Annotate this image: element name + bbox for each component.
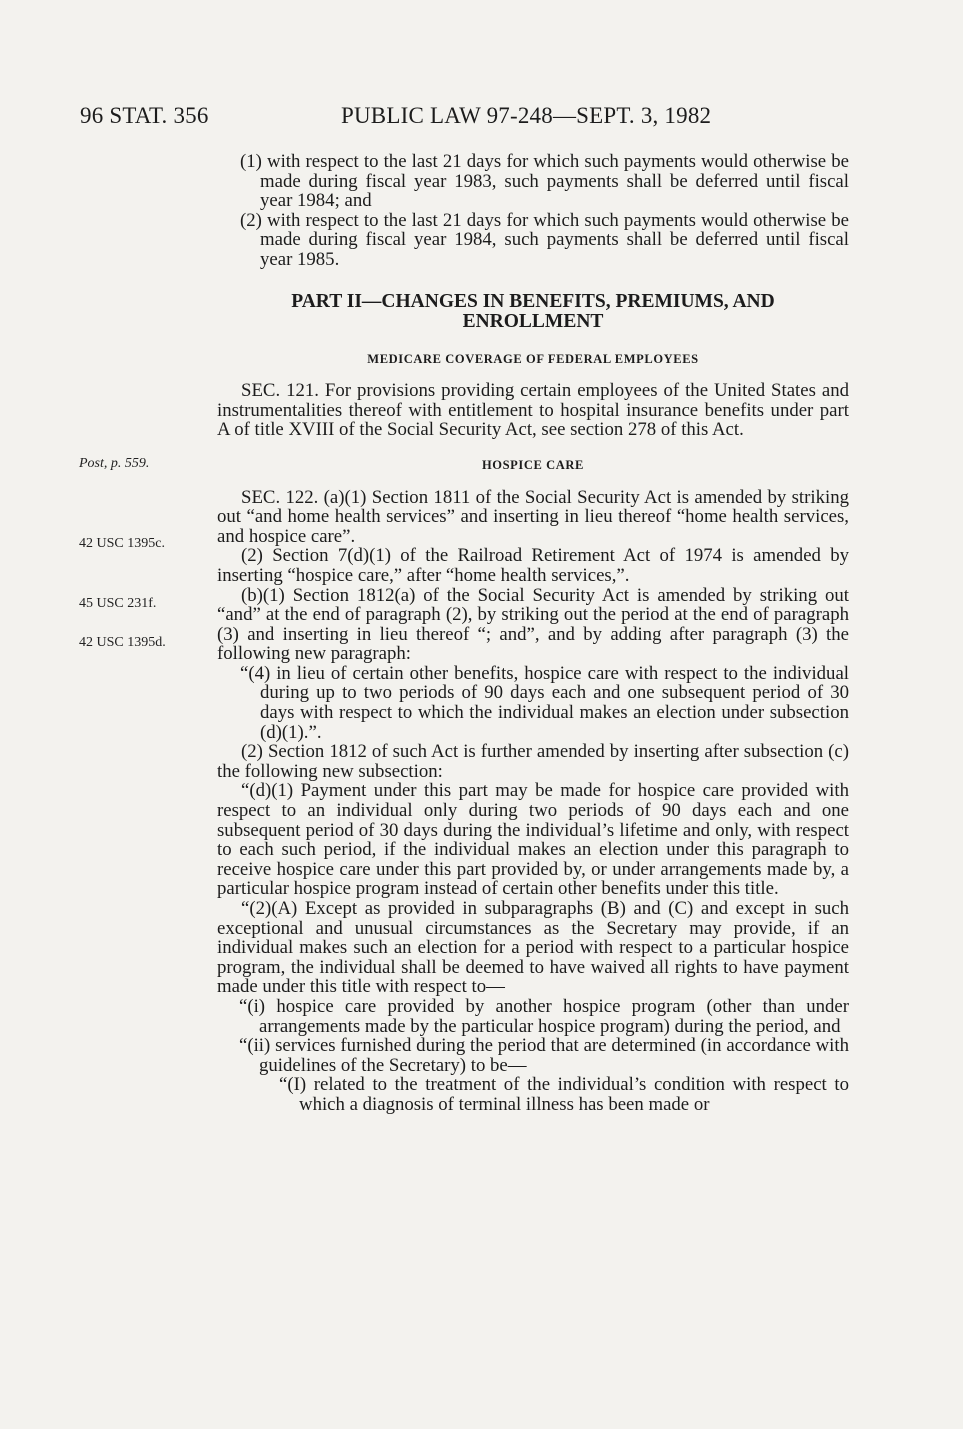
paragraph-item-2: (2) with respect to the last 21 days for which such payments would otherwise be made during fiscal year 1984, such payments shall be deferred until fiscal year 1985. [240,209,849,270]
margin-note-usc-1395d: 42 USC 1395d. [79,635,166,650]
quoted-paragraph-4: “(4) in lieu of certain other benefits, hospice care with respect to the individual during up to two periods of 90 days each and one subsequent period of 30 days with respect to which the individual makes an election under subsection (d)(1).”. [240,662,849,743]
section-heading-medicare: MEDICARE COVERAGE OF FEDERAL EMPLOYEES [367,351,699,366]
subsection-d1: “(d)(1) Payment under this part may be made for hospice care provided with respect to an individual only during two periods of 90 days each and one subsequent period of 30 days during the individual’s lifetime and only, with respect to each such period, if the individual makes an election under this paragraph to receive hospice care under this part provided by, or under arrangements made by, a particular hospice program instead of certain other benefits under this title. [217,780,849,900]
clause-ii: “(ii) services furnished during the period that are determined (in accordance with guidelines of the Secretary) to be— [239,1035,849,1076]
section-122-a1: SEC. 122. (a)(1) Section 1811 of the Social Security Act is amended by striking out “and home health services” and inserting in lieu thereof “home health services, and hospice care”. [217,486,849,547]
page-stat-number: 96 STAT. 356 [80,103,209,128]
part-heading: PART II—CHANGES IN BENEFITS, PREMIUMS, AND ENROLLMENT [291,290,775,332]
section-122-b2: (2) Section 1812 of such Act is further amended by inserting after subsection (c) the following new subsection: [217,741,849,782]
section-121: SEC. 121. For provisions providing certain employees of the United States and instrumentalities thereof with entitlement to hospital insurance benefits under part A of title XVIII of the Social Security Act, see section 278 of this Act. [217,380,849,441]
section-122-b1: (b)(1) Section 1812(a) of the Social Security Act is amended by striking out “and” at the end of paragraph (2), by striking out the period at the end of paragraph (3) and inserting in lieu thereof “; and”, and by adding after paragraph (3) the following new paragraph: [217,584,849,665]
margin-note-usc-231f: 45 USC 231f. [79,596,157,611]
document-body [217,152,849,1115]
subsection-d2A: “(2)(A) Except as provided in subparagraphs (B) and (C) and except in such exceptional and unusual circumstances as the Secretary may provide, if an individual makes such an election for a period with respect to a particular hospice program, the individual shall be deemed to have waived all rights to have payment made under this title with respect to— [217,898,849,998]
page-title: PUBLIC LAW 97-248—SEPT. 3, 1982 [341,103,712,128]
section-heading-hospice: HOSPICE CARE [481,457,584,472]
clause-i: “(i) hospice care provided by another hospice program (other than under arrangements made by the particular hospice program) during the period, and [239,995,849,1037]
margin-note-post: Post, p. 559. [79,456,150,471]
paragraph-item-1: (1) with respect to the last 21 days for which such payments would otherwise be made during fiscal year 1983, such payments shall be deferred until fiscal year 1984; and [240,151,849,212]
margin-note-usc-1395c: 42 USC 1395c. [79,536,165,551]
section-122-a2: (2) Section 7(d)(1) of the Railroad Retirement Act of 1974 is amended by inserting “hospice care,” after “home health services,”. [217,545,849,586]
subclause-I: “(I) related to the treatment of the individual’s condition with respect to which a diagnosis of terminal illness has been made or [279,1074,849,1115]
